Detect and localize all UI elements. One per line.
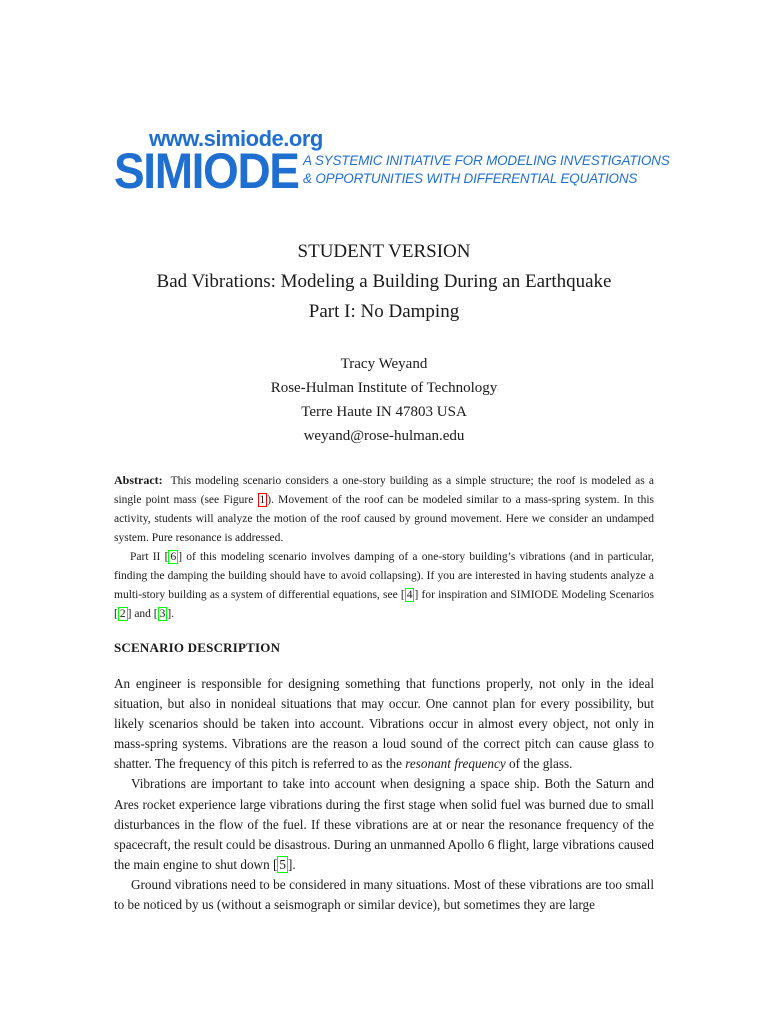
logo-tagline-line-2: & OPPORTUNITIES WITH DIFFERENTIAL EQUATIONS [303,171,638,186]
logo-url[interactable]: www.simiode.org [149,126,323,151]
author-address: Terre Haute IN 47803 USA [301,404,467,420]
body-text: Vibrations are important to take into account when designing a space ship. Both the Saturn and Ares rocket experience large vibrations during the first stage when solid fuel was burned due to small disturbances in the flow of the fuel. If these vibrations are at or near the resonance frequency of the spacecraft, the result could be disastrous. During an unmanned Apollo 6 flight, large vibrations caused the main engine to shut down [114,776,654,872]
citation-link[interactable]: 4 [406,589,413,601]
section-heading: SCENARIO DESCRIPTION [114,640,281,655]
citation-link[interactable]: 6 [170,551,177,563]
paper-title: Bad Vibrations: Modeling a Building During an Earthquake [156,271,612,292]
section-body [114,674,654,915]
version-label: STUDENT VERSION [297,241,471,262]
logo-tagline-line-1: A SYSTEMIC INITIATIVE FOR MODELING INVESTIGATIONS [303,153,670,168]
abstract-text: Part II [130,551,165,563]
abstract-label: Abstract: [114,473,163,487]
body-paragraph-2: Vibrations are important to take into account when designing a space ship. Both the Saturn and Ares rocket experience large vibrations during the first stage when solid fuel was burned due to small disturbances in the flow of the fuel. If these vibrations are at or near the resonance frequency of the spacecraft, the result could be disastrous. During an unmanned Apollo 6 flight, large vibrations caused the main engine to shut down [ 5 ]. [114,776,654,872]
abstract-text: This modeling scenario considers a one-story building as a simple structure; the roof is modeled as a single point mass (see Figure [114,475,654,506]
body-text: of the glass. [505,756,573,772]
logo-wordmark: SIMIODE [114,143,299,199]
abstract-text: ). Movement of the roof can be modeled similar to a mass-spring system. In this activity, students will analyze the motion of the roof caused by ground movement. Here we consider an undamped system. Pure resonance is addressed. [114,494,654,544]
abstract-text: for inspiration and SIMIODE Modeling Scenarios [418,589,654,601]
body-text: An engineer is responsible for designing something that functions properly, not only in the ideal situation, but also in nonideal situations that may occur. One cannot plan for every possibility, but likely scenarios should be taken into account. Vibrations occur in almost every object, not only in mass-spring systems. Vibrations are the reason a loud sound of the correct pitch can cause glass to shatter. The frequency of this pitch is referred to as the [114,676,654,772]
body-paragraph-3: Ground vibrations need to be considered in many situations. Most of these vibrations are too small to be noticed by us (without a seismograph or similar device), but sometimes they are large [114,876,654,913]
citation-link[interactable]: 3 [159,608,166,620]
abstract-paragraph-2: Part II [ 6 ] of this modeling scenario involves damping of a one-story building’s vibrations (and in particular, finding the damping the building should have to avoid collapsing). If you are interested in having students analyze a multi-story building as a system of differential equations, see [ 4 ] for inspiration and SIMIODE Modeling Scenarios [ 2 ] and [ 3 ]. [114,551,654,620]
author-name: Tracy Weyand [340,356,428,372]
abstract-text: of this modeling scenario involves damping of a one-story building’s vibrations (and in particular, finding the damping the building should have to avoid collapsing). If you are interested in having students analyze a multi-story building as a system of differential equations, see [114,551,654,601]
author-email[interactable]: weyand@rose-hulman.edu [303,428,465,444]
simiode-logo [114,126,674,201]
body-paragraph-1 [114,674,654,774]
author-institution: Rose-Hulman Institute of Technology [270,380,498,396]
citation-link[interactable]: 5 [279,856,286,872]
title-block [0,237,768,327]
body-text: . [292,856,296,872]
logo-tagline [303,152,670,188]
abstract-paragraph-1 [114,471,654,548]
figure-ref-link[interactable]: 1 [259,494,266,506]
abstract-text: and [131,608,154,620]
citation-link[interactable]: 2 [119,608,126,620]
author-block [0,352,768,448]
abstract [114,471,654,624]
abstract-text: . [171,608,175,620]
emphasis-text: resonant frequency [405,756,506,772]
paper-subtitle: Part I: No Damping [308,301,460,322]
